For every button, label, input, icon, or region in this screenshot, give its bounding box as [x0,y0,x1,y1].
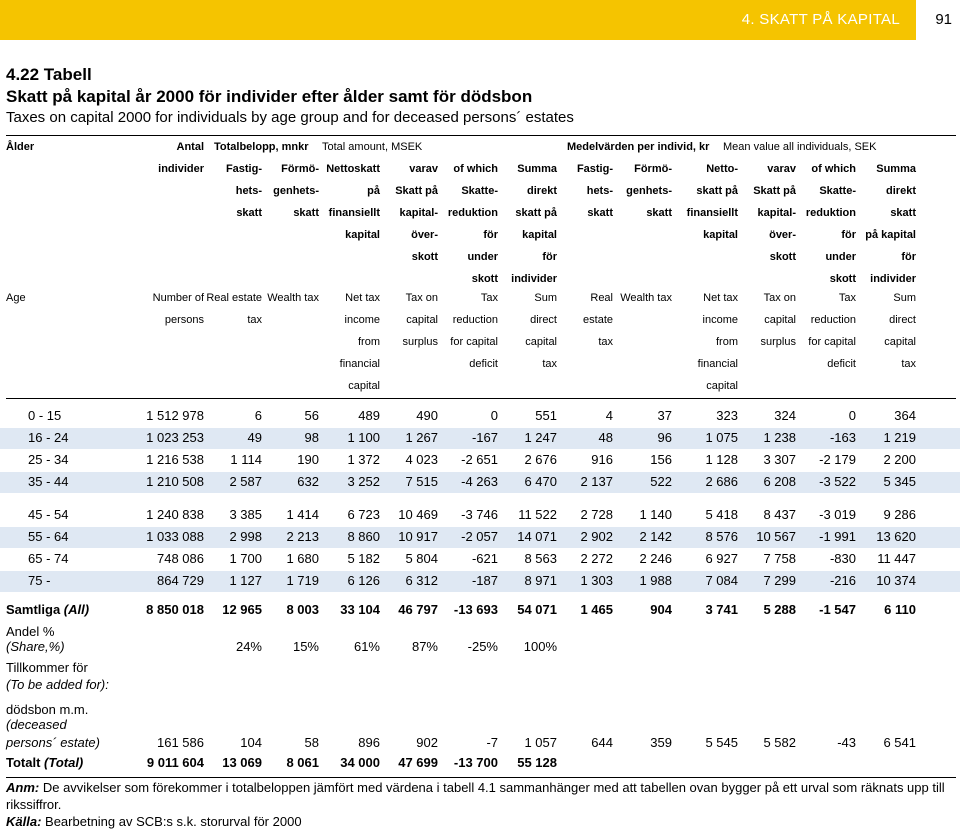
row-value: 61% [353,639,380,654]
row-value: 8 437 [763,507,796,522]
group-left-sv: Totalbelopp, mnkr [214,141,309,153]
share-label-sv: Andel % [6,624,55,639]
row-value: 1 216 538 [146,452,204,467]
row-value: 47 699 [398,755,438,770]
table-row [0,571,960,592]
footnote-anm [6,779,946,813]
row-value: 10 567 [756,529,796,544]
row-value: 2 676 [524,452,557,467]
row-value: 3 385 [229,507,262,522]
row-value: 632 [297,474,319,489]
row-value: -2 057 [461,529,498,544]
col-head-en-8: Wealth tax [620,292,672,304]
table-title-sv: Skatt på kapital år 2000 för individer efter ålder samt för dödsbon [6,87,533,106]
row-value: 1 303 [580,573,613,588]
col-head-sv-12: Summa [876,163,916,175]
col-head-en-6: direct [530,314,557,326]
row-value: 55 128 [517,755,557,770]
row-value: 1 465 [580,602,613,617]
col-head-sv-11: Skatte- [819,185,856,197]
col-head-en-3: from [358,336,380,348]
row-value: 14 071 [517,529,557,544]
row-value: 864 729 [157,573,204,588]
col-head-en-12: Sum [893,292,916,304]
row-value: -7 [486,735,498,750]
row-value: 904 [650,602,672,617]
col-head-sv-5: skott [471,273,498,285]
row-value: 1 100 [347,430,380,445]
col-head-en-9: capital [706,380,738,392]
col-head-sv-7: skatt [587,207,613,219]
row-value: 7 515 [405,474,438,489]
row-value: 54 071 [517,602,557,617]
table-row [0,527,960,548]
col-head-sv-5: för [483,229,498,241]
col-head-sv-5: Skatte- [461,185,498,197]
row-value: 489 [358,408,380,423]
col-head-en-0: Number of [152,292,204,304]
row-value: 2 272 [580,551,613,566]
row-value: 13 069 [222,755,262,770]
row-value: 2 902 [580,529,613,544]
row-value: 1 114 [230,452,262,467]
chapter-banner [0,0,916,40]
row-value: 15% [292,639,319,654]
row-value: 6 110 [884,602,916,617]
col-head-en-3: capital [348,380,380,392]
table-title-en: Taxes on capital 2000 for individuals by age group and for deceased persons´ estates [6,109,574,126]
row-value: 33 104 [340,602,380,617]
row-value: 98 [304,430,319,445]
row-value: 3 252 [347,474,380,489]
page-header [0,0,960,40]
col-head-sv-11: reduktion [805,207,856,219]
row-value: -2 651 [461,452,498,467]
table-row [0,549,960,570]
col-head-sv-8: genhets- [626,185,672,197]
col-head-en-3: Net tax [345,292,380,304]
footnote-source [6,813,946,830]
col-head-sv-12: för [901,251,916,263]
row-value: 2 246 [639,551,672,566]
group-right-sv: Medelvärden per individ, kr [567,141,710,153]
row-value: 6 312 [405,573,438,588]
row-value: 37 [657,408,672,423]
row-value: 9 011 604 [146,755,204,770]
col-head-sv-2: skatt [293,207,319,219]
row-value: 8 576 [705,529,738,544]
row-label: 0 - 15 [28,408,62,423]
row-value: 1 719 [286,573,319,588]
row-label: 35 - 44 [28,474,69,489]
row-value: 1 140 [639,507,672,522]
row-value: 4 023 [405,452,438,467]
row-value: 190 [297,452,319,467]
page-number: 91 [935,11,952,28]
col-head-sv-11: of which [811,163,856,175]
anm-text: De avvikelser som förekommer i totalbeloppen jämfört med värdena i tabell 4.1 sammanhänger med att tabellen ovan bygger på ett urval som räknats upp till rikssiffror. [6,780,945,812]
row-value: 748 086 [157,551,204,566]
col-head-sv-6: skatt på [515,207,557,219]
row-value: 1 680 [286,551,319,566]
anm-label: Anm: [6,780,40,795]
total-all-label-sv: Samtliga [6,602,61,617]
col-head-en-9: financial [697,358,738,370]
row-value: 87% [411,639,438,654]
row-value: 1 128 [705,452,738,467]
added-label-sv: Tillkommer för [6,660,88,675]
row-value: 6 541 [883,735,916,750]
row-value: -216 [829,573,856,588]
col-head-en-4: capital [406,314,438,326]
col-head-en-7: Real [590,292,613,304]
col-head-en-9: income [702,314,738,326]
col-head-en-10: Tax on [763,292,796,304]
col-head-en-0: persons [164,314,204,326]
estates-row [0,733,960,754]
table-number: 4.22 Tabell [6,65,92,84]
col-head-sv-3: kapital [345,229,380,241]
row-value: 11 447 [877,551,916,566]
col-head-sv-11: skott [829,273,856,285]
col-head-sv-7: Fastig- [576,163,613,175]
row-value: 6 723 [347,507,380,522]
row-value: 1 414 [286,507,319,522]
row-value: 2 200 [883,452,916,467]
col-head-sv-12: på kapital [865,229,916,241]
row-value: 8 563 [524,551,557,566]
row-label: 65 - 74 [28,551,69,566]
estates-label-en2: persons´ estate) [6,735,100,750]
row-value: 5 345 [883,474,916,489]
row-value: 5 804 [405,551,438,566]
col-head-sv-4: skott [411,251,438,263]
row-value: 12 965 [222,602,262,617]
col-head-en-12: tax [901,358,916,370]
row-value: -2 179 [819,452,856,467]
col-head-sv-2: genhets- [273,185,319,197]
col-head-en-5: reduction [452,314,498,326]
row-value: 8 850 018 [146,602,204,617]
row-value: 9 286 [883,507,916,522]
col-head-sv-3: på [367,185,380,197]
col-head-sv-9: Netto- [706,163,738,175]
row-value: 896 [358,735,380,750]
col-head-sv-8: Förmö- [634,163,672,175]
col-head-sv-2: Förmö- [281,163,319,175]
row-value: 10 917 [398,529,438,544]
table-row [0,450,960,471]
row-label: 75 - [28,573,51,588]
row-value: 5 182 [347,551,380,566]
row-value: 5 582 [763,735,796,750]
row-value: 96 [657,430,672,445]
row-value: 34 000 [340,755,380,770]
row-value: 364 [894,408,916,423]
col-head-en-7: estate [583,314,613,326]
col-head-sv-1: hets- [235,185,262,197]
row-value: 2 686 [705,474,738,489]
col-head-sv-4: kapital- [399,207,438,219]
col-head-en-12: capital [884,336,916,348]
row-value: 1 247 [524,430,557,445]
group-left-en: Total amount, MSEK [322,141,423,153]
row-value: 5 418 [705,507,738,522]
col-head-en-11: for capital [808,336,856,348]
row-value: 161 586 [157,735,204,750]
row-value: -163 [829,430,856,445]
row-value: 6 208 [763,474,796,489]
rule-bottom [6,777,956,778]
row-value: -167 [471,430,498,445]
row-value: -830 [829,551,856,566]
row-label: 45 - 54 [28,507,69,522]
col-head-sv-10: Skatt på [753,185,796,197]
row-value: 8 971 [524,573,557,588]
col-head-en-12: direct [889,314,916,326]
row-label: 16 - 24 [28,430,69,445]
estates-label-sv: dödsbon m.m. [6,702,89,717]
age-label-en: Age [6,292,26,304]
row-value: 1 988 [639,573,672,588]
row-value: 1 512 978 [146,408,204,423]
row-value: 324 [774,408,796,423]
row-value: 2 213 [286,529,319,544]
col-head-en-5: deficit [469,358,498,370]
table-title [6,64,574,128]
rule-header-bottom [6,398,956,399]
col-head-en-4: Tax on [405,292,438,304]
col-head-en-6: Sum [534,292,557,304]
row-value: 1 210 508 [146,474,204,489]
col-head-en-9: Net tax [703,292,738,304]
row-value: 2 728 [580,507,613,522]
row-value: 490 [416,408,438,423]
col-head-sv-7: hets- [586,185,613,197]
chapter-title: 4. SKATT PÅ KAPITAL [741,11,900,28]
table-row [0,505,960,526]
col-head-en-2: Wealth tax [267,292,319,304]
row-value: 2 587 [229,474,262,489]
row-value: 2 998 [229,529,262,544]
col-head-sv-10: kapital- [757,207,796,219]
age-label-sv: Ålder [6,141,35,153]
row-value: -43 [837,735,856,750]
row-value: 1 372 [347,452,380,467]
grand-total-label-sv: Totalt [6,755,41,770]
col-head-sv-10: varav [767,163,796,175]
col-head-sv-6: individer [511,273,557,285]
grand-total-label-en: (Total) [40,755,84,770]
row-value: 0 [490,408,498,423]
row-value: 3 741 [705,602,738,617]
col-head-en-1: tax [247,314,262,326]
row-value: 1 238 [763,430,796,445]
row-value: 916 [591,452,613,467]
row-value: 6 470 [524,474,557,489]
row-value: 1 267 [405,430,438,445]
col-head-sv-0: Antal [176,141,204,153]
row-value: 6 126 [347,573,380,588]
row-value: -3 746 [461,507,498,522]
row-value: -25% [467,639,498,654]
col-head-en-7: tax [598,336,613,348]
row-value: 644 [591,735,613,750]
row-value: 2 137 [580,474,613,489]
col-head-sv-11: för [841,229,856,241]
row-value: 5 288 [763,602,796,617]
col-head-sv-6: direkt [527,185,557,197]
col-head-sv-4: varav [409,163,438,175]
row-value: 551 [535,408,557,423]
col-head-en-6: capital [525,336,557,348]
col-head-en-10: surplus [760,336,796,348]
row-value: 6 927 [705,551,738,566]
row-value: 24% [235,639,262,654]
row-value: 104 [240,735,262,750]
col-head-sv-9: skatt på [696,185,738,197]
col-head-en-4: surplus [402,336,438,348]
row-value: -621 [471,551,498,566]
row-value: 8 003 [286,602,319,617]
col-head-sv-6: Summa [517,163,557,175]
col-head-sv-1: skatt [236,207,262,219]
grand-total-label [6,755,83,770]
col-head-sv-0: individer [158,163,204,175]
share-label-en: (Share,%) [6,639,65,654]
grand-total-row [0,753,960,774]
row-value: 1 700 [229,551,262,566]
row-value: 48 [598,430,613,445]
row-value: -4 263 [461,474,498,489]
row-value: 3 307 [763,452,796,467]
col-head-sv-4: över- [411,229,438,241]
row-value: 7 084 [705,573,738,588]
col-head-sv-8: skatt [646,207,672,219]
total-all-label-en: (All) [60,602,90,617]
total-all-row [0,600,960,621]
col-head-en-10: capital [764,314,796,326]
col-head-en-1: Real estate [206,292,262,304]
row-value: 2 142 [639,529,672,544]
row-value: -3 522 [819,474,856,489]
added-label-en: (To be added for): [6,677,109,692]
row-value: 8 061 [286,755,319,770]
row-value: 5 545 [705,735,738,750]
col-head-en-11: reduction [810,314,856,326]
row-value: 4 [605,408,613,423]
row-value: 1 240 838 [146,507,204,522]
row-label: 25 - 34 [28,452,69,467]
row-value: 1 127 [229,573,262,588]
col-head-sv-10: skott [769,251,796,263]
row-value: -1 991 [819,529,856,544]
col-head-sv-5: under [467,251,498,263]
row-value: 323 [716,408,738,423]
share-row [0,637,960,658]
row-value: 10 374 [876,573,916,588]
row-value: 902 [416,735,438,750]
col-head-sv-1: Fastig- [225,163,262,175]
row-value: 359 [650,735,672,750]
row-value: 1 023 253 [146,430,204,445]
col-head-en-11: Tax [838,292,856,304]
table-row [0,472,960,493]
col-head-sv-12: individer [870,273,916,285]
row-value: 1 057 [524,735,557,750]
row-value: 100% [523,639,557,654]
row-value: 6 [254,408,262,423]
row-value: -1 547 [819,602,856,617]
row-value: -187 [471,573,498,588]
col-head-sv-3: finansiellt [328,207,380,219]
row-value: -13 700 [453,755,498,770]
row-value: 10 469 [398,507,438,522]
col-head-en-3: income [344,314,380,326]
row-label: 55 - 64 [28,529,69,544]
row-value: 522 [650,474,672,489]
row-value: 1 033 088 [146,529,204,544]
col-head-en-5: Tax [480,292,498,304]
row-value: 49 [247,430,262,445]
col-head-en-6: tax [542,358,557,370]
row-value: 1 219 [883,430,916,445]
col-head-sv-4: Skatt på [395,185,438,197]
row-value: 1 075 [705,430,738,445]
table-row [0,428,960,449]
col-head-sv-5: reduktion [447,207,498,219]
col-head-sv-11: under [825,251,856,263]
row-value: 13 620 [876,529,916,544]
row-value: 156 [650,452,672,467]
col-head-sv-9: finansiellt [686,207,738,219]
source-label: Källa: [6,814,42,829]
row-value: -13 693 [453,602,498,617]
row-value: 58 [304,735,319,750]
col-head-sv-12: skatt [890,207,916,219]
row-value: 7 758 [763,551,796,566]
col-head-en-9: from [716,336,738,348]
row-value: 11 522 [518,507,557,522]
row-value: 56 [304,408,319,423]
total-all-label [6,602,89,617]
row-value: -3 019 [819,507,856,522]
col-head-sv-3: Nettoskatt [326,163,380,175]
col-head-sv-12: direkt [886,185,916,197]
row-value: 46 797 [398,602,438,617]
col-head-sv-5: of which [453,163,498,175]
col-head-en-3: financial [339,358,380,370]
row-value: 8 860 [347,529,380,544]
row-value: 7 299 [763,573,796,588]
col-head-sv-9: kapital [703,229,738,241]
col-head-en-5: for capital [450,336,498,348]
group-right-en: Mean value all individuals, SEK [723,141,877,153]
table-row [0,406,960,427]
row-value: 0 [848,408,856,423]
col-head-sv-6: kapital [522,229,557,241]
estates-label-en1: (deceased [6,717,67,732]
col-head-sv-6: för [542,251,557,263]
col-head-en-11: deficit [827,358,856,370]
col-head-sv-10: över- [769,229,796,241]
source-text: Bearbetning av SCB:s s.k. storurval för 2000 [45,814,302,829]
